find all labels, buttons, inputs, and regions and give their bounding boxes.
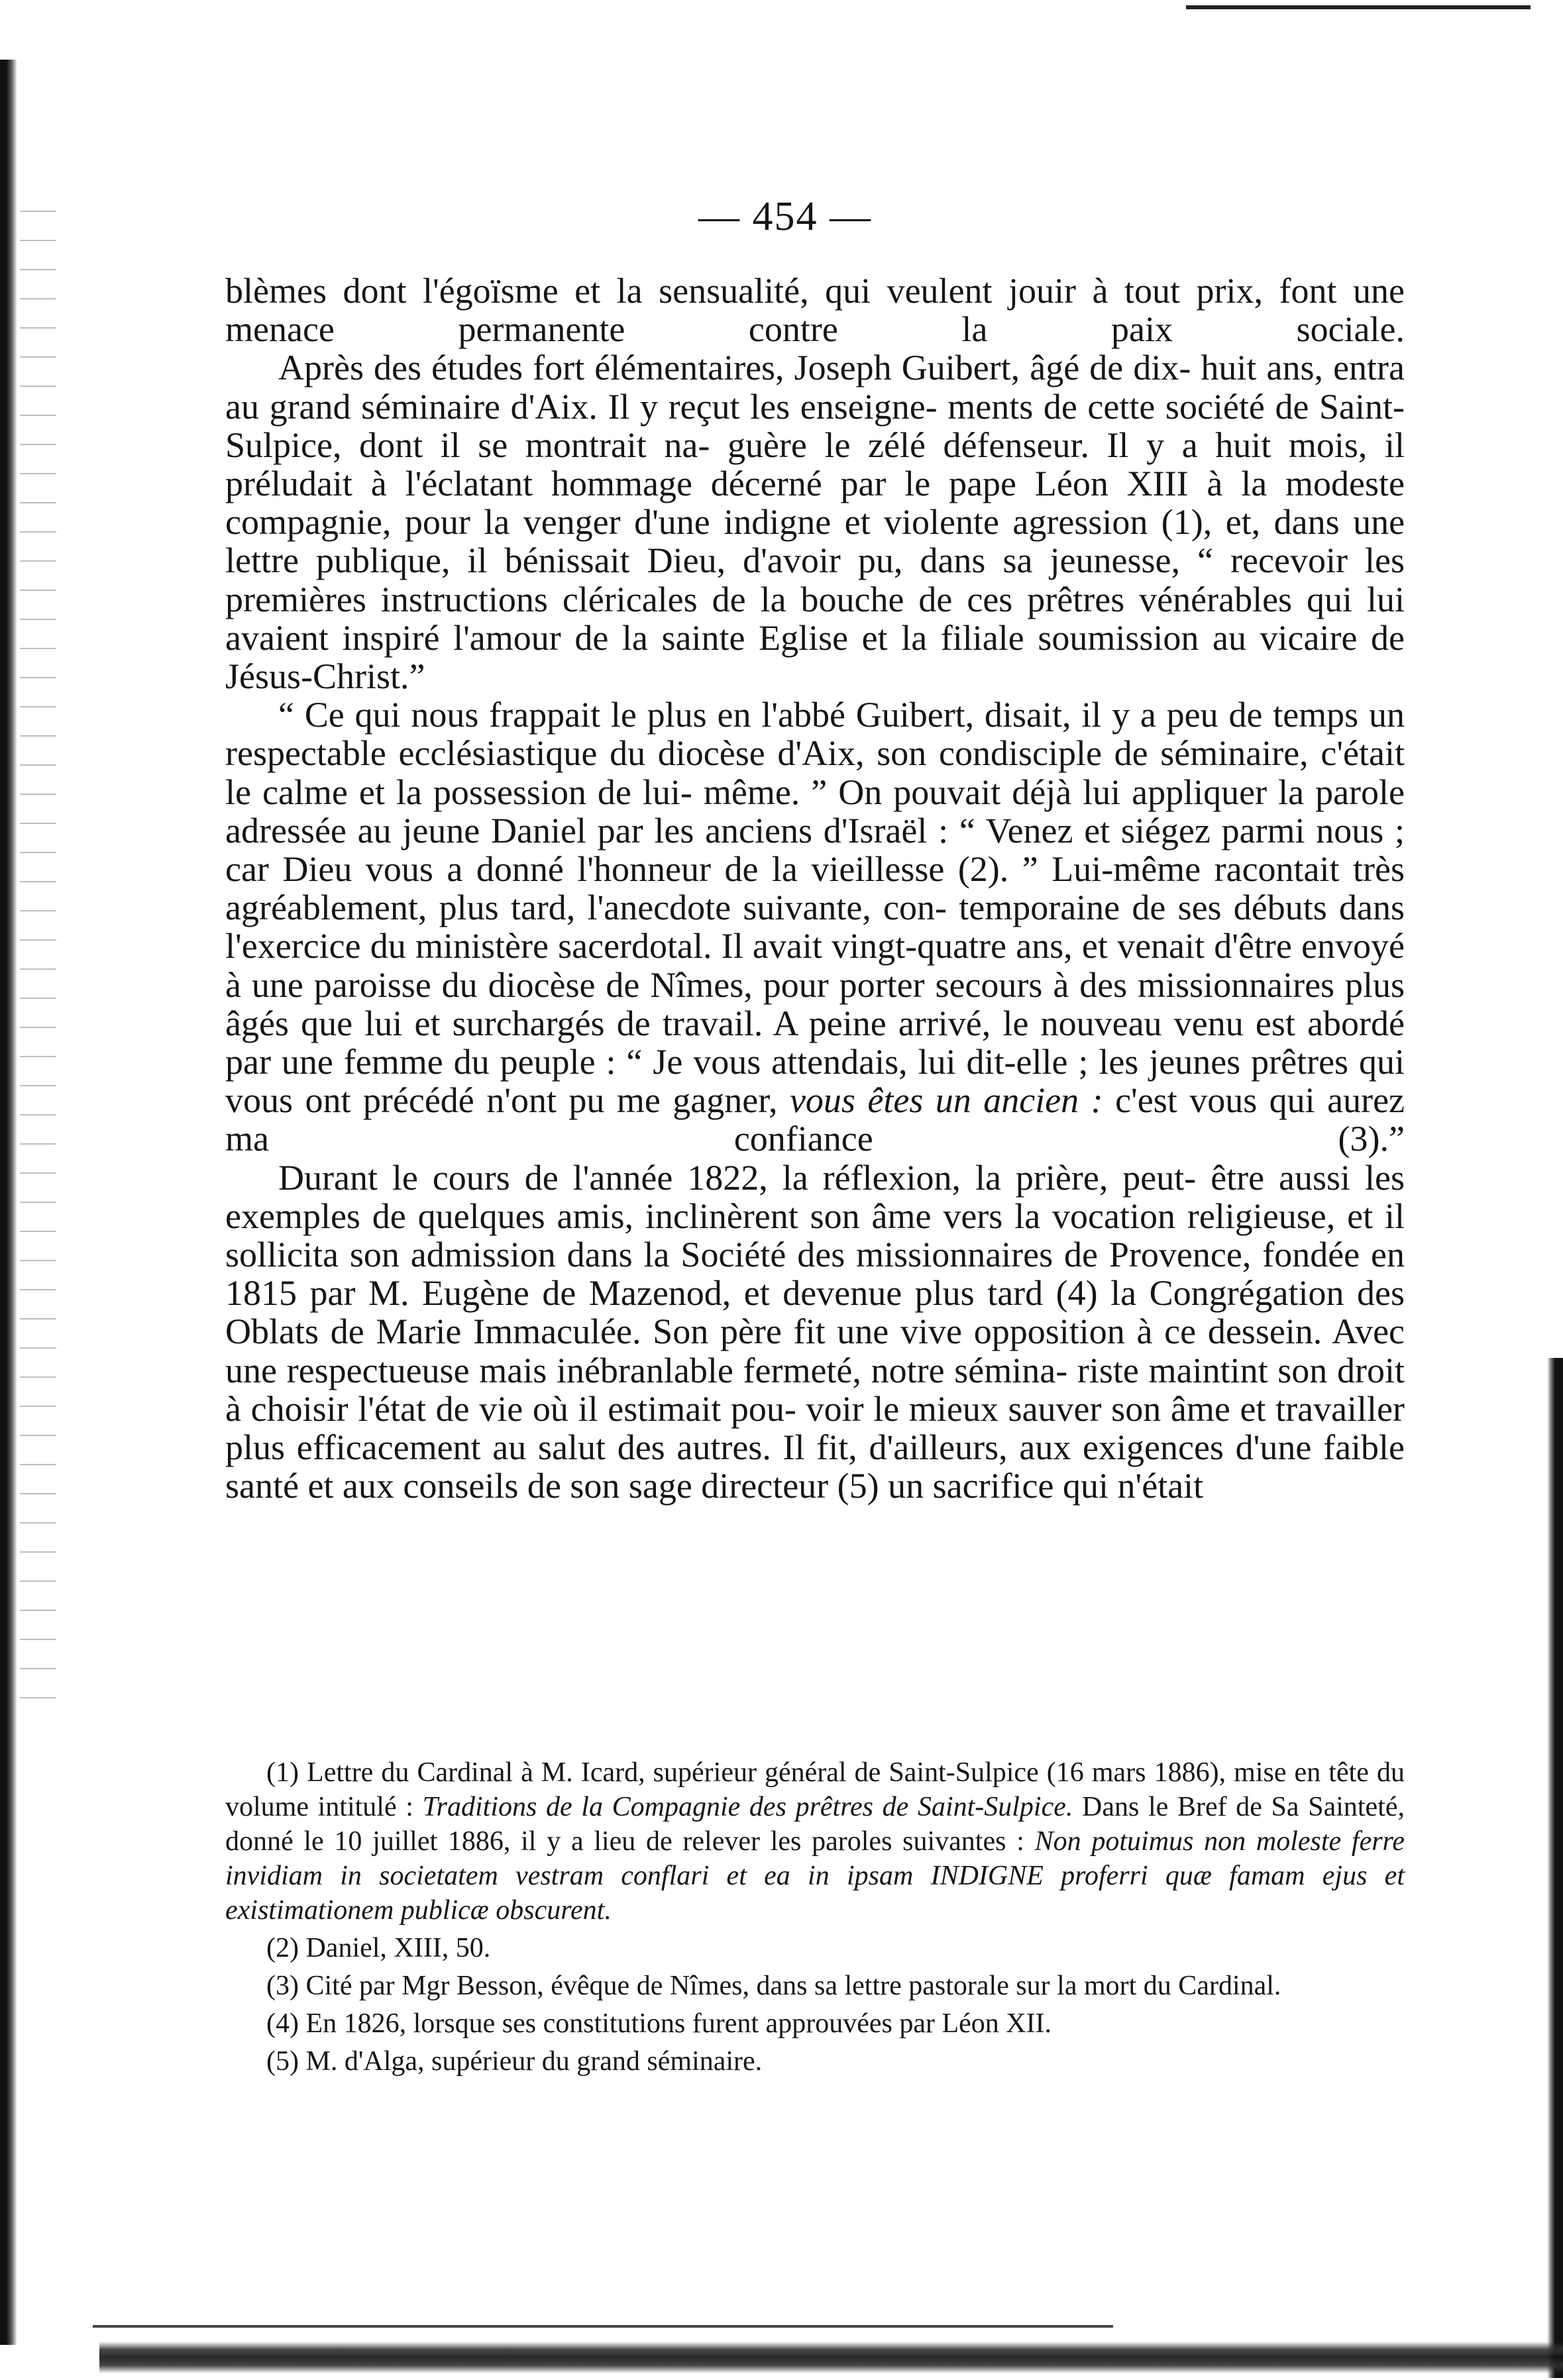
text-line: salut des autres. Il fit, d'ailleurs, aux exigences d'une faible santé	[225, 1427, 1405, 1506]
text-line: prix, font une menace permanente contre la paix sociale.	[225, 271, 1405, 350]
text-line: car Dieu vous a donné l'honneur de la vieillesse (2). ” Lui-même	[225, 849, 1201, 890]
text-line: Marie Immaculée. Son père fit une vive opposition à ce dessein.	[376, 1312, 1322, 1352]
scan-edge-bottom	[99, 2342, 1563, 2373]
footnote-2: (2) Daniel, XIII, 50.	[266, 1933, 491, 1963]
text-line: lui dit-elle ; les jeunes prêtres qui vous ont précédé n'ont pu me	[225, 1042, 1405, 1121]
text-line: Il avait vingt-quatre ans, et venait d'être envoyé à une paroisse	[225, 926, 1405, 1005]
paragraph-2	[225, 348, 1405, 696]
text-line: la vocation religieuse, et il sollicita son admission dans la Société	[225, 1196, 1405, 1275]
scan-flecks-left	[20, 199, 56, 1722]
paragraph-3	[225, 696, 1405, 1158]
footnote-1-middle: Dans le Bref de Sa Sainteté, donné le 10 juillet 1886, il y a lieu de relever les paroles suivantes :	[225, 1792, 1405, 1857]
text-line: huit ans, entra au grand séminaire d'Aix. Il y reçut les enseigne-	[225, 348, 1405, 427]
paragraph-4	[225, 1159, 1405, 1506]
italic-quote: vous êtes un ancien :	[789, 1080, 1103, 1121]
text-line: peu de temps un respectable ecclésiastique du diocèse d'Aix, son	[225, 695, 1405, 774]
text-line: blèmes dont l'égoïsme et la sensualité, qui veulent jouir à tout	[225, 271, 1181, 311]
text-line: être aussi les exemples de quelques amis, inclinèrent son âme vers	[225, 1157, 1405, 1236]
text-line: Mazenod, et devenue plus tard (4) la Congrégation des Oblats de	[225, 1273, 1405, 1352]
footnotes	[225, 1755, 1405, 2082]
text-line: des missionnaires de Provence, fondée en 1815 par M. Eugène de	[225, 1235, 1405, 1314]
text-line: riste maintint son droit à choisir l'état de vie où il estimait pou-	[225, 1350, 1405, 1429]
text-line: et aux conseils de son sage directeur (5) un sacrifice qui n'était	[307, 1466, 1204, 1506]
text-line: Eglise et la filiale soumission au vicaire de Jésus-Christ.”	[225, 617, 1405, 697]
scan-rule-bottom	[93, 2325, 1113, 2328]
main-text	[225, 272, 1405, 1506]
text-line-suffix: c'est vous qui aurez ma confiance (3).”	[225, 1080, 1405, 1159]
text-line: temporaine de ses débuts dans l'exercice du ministère sacerdotal.	[225, 888, 1405, 966]
text-line: Après des études fort élémentaires, Joseph Guibert, âgé de dix-	[278, 348, 1191, 388]
scan-edge-right	[1547, 1358, 1563, 2378]
text-line: hommage décerné par le pape Léon XIII à la modeste compagnie,	[225, 464, 1405, 543]
text-line: voir le mieux sauver son âme et travailler plus efficacement au	[225, 1388, 1405, 1468]
text-line: du diocèse de Nîmes, pour porter secours à des missionnaires plus	[441, 964, 1405, 1005]
scan-edge-left	[0, 60, 17, 2345]
text-line: âgés que lui et surchargés de travail. A peine arrivé, le nouveau	[225, 1003, 1162, 1043]
text-line: Durant le cours de l'année 1822, la réflexion, la prière, peut-	[278, 1157, 1197, 1198]
text-line: guère le zélé défenseur. Il y a huit mois, il préludait à l'éclatant	[225, 425, 1405, 504]
text-line: Avec une respectueuse mais inébranlable fermeté, notre sémina-	[225, 1312, 1405, 1390]
text-line: ments de cette société de Saint-Sulpice, dont il se montrait na-	[225, 386, 1405, 465]
text-line: venu est abordé par une femme du peuple : “ Je vous attendais,	[225, 1003, 1405, 1082]
footnote-5: (5) M. d'Alga, supérieur du grand séminaire.	[266, 2046, 763, 2077]
text-line: Daniel par les anciens d'Israël : “ Venez et siégez parmi nous ;	[491, 810, 1405, 851]
text-line: pour la venger d'une indigne et violente agression (1), et, dans	[404, 502, 1340, 543]
footnote-1	[225, 1755, 1405, 1928]
footnote-3: (3) Cité par Mgr Besson, évêque de Nîmes, dans sa lettre pastorale sur la mort du Cardinal.	[266, 1971, 1281, 2001]
footnote-4: (4) En 1826, lorsque ses constitutions furent approuvées par Léon XII.	[266, 2008, 1052, 2039]
text-line: une lettre publique, il bénissait Dieu, d'avoir pu, dans sa jeunesse,	[225, 502, 1405, 581]
footnote-1-prefix: (1) Lettre du Cardinal à M. Icard, supérieur général de Saint-Sulpice (16 mars 1886), mise en tête du volume intitulé :	[225, 1757, 1405, 1822]
text-line: “ Ce qui nous frappait le plus en l'abbé Guibert, disait, il y a	[278, 695, 1156, 735]
text-line: racontait très agréablement, plus tard, l'anecdote suivante, con-	[225, 849, 1405, 928]
footnote-1-title: Traditions de la Compagnie des prêtres de Saint-Sulpice.	[422, 1792, 1073, 1822]
text-line: même. ” On pouvait déjà lui appliquer la parole adressée au jeune	[225, 772, 1405, 851]
text-line: “ recevoir les premières instructions cléricales de la bouche de	[225, 541, 1405, 619]
footnote-1-quote: Non potuimus non moleste ferre invidiam in societatem vestram conflari et ea in ipsam INDIGNE proferri quæ famam ejus et existimationem publicæ obscurent.	[225, 1826, 1405, 1926]
text-line: condisciple de séminaire, c'était le calme et la possession de lui-	[225, 733, 1405, 812]
paragraph-1	[225, 272, 1405, 348]
text-line: ces prêtres vénérables qui lui avaient inspiré l'amour de la sainte	[225, 579, 1405, 658]
page-number: — 454 —	[698, 194, 872, 239]
scan-edge-top	[1186, 5, 1531, 9]
text-line-prefix: gagner,	[673, 1080, 790, 1121]
